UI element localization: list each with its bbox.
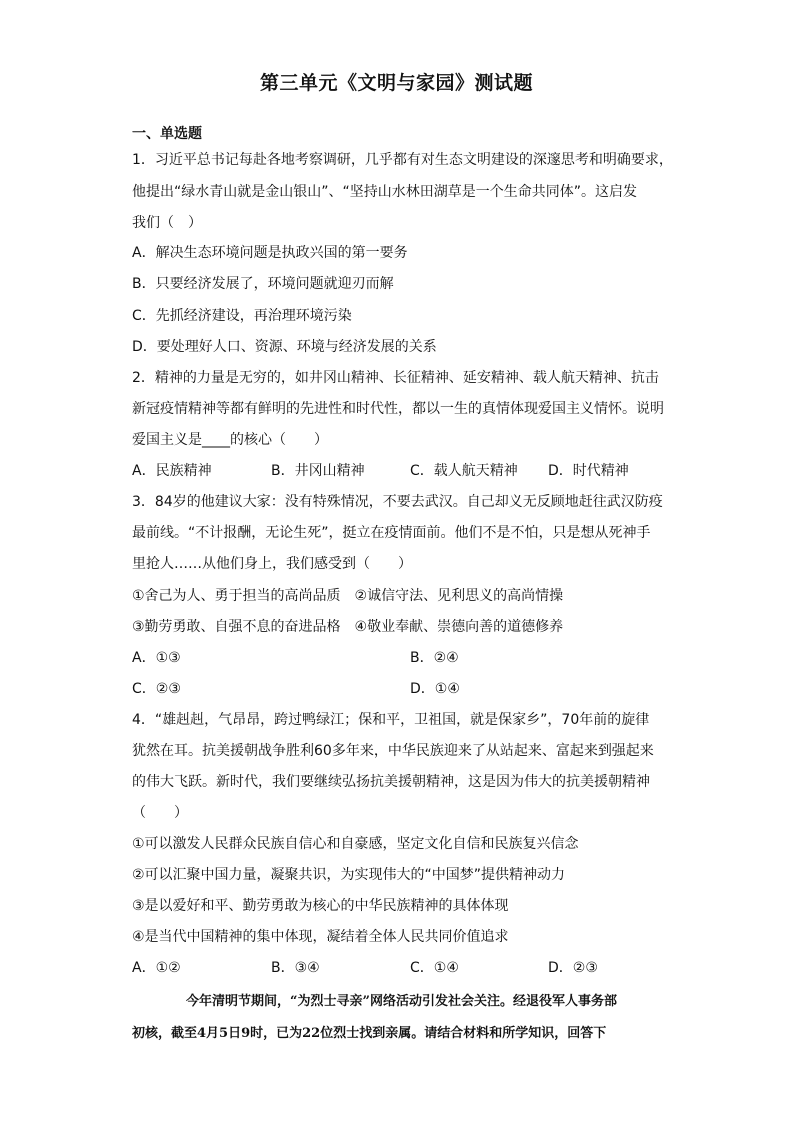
question-1-line-3: 我们（ ） <box>132 215 202 231</box>
question-2-option-c: C．载人航天精神 <box>410 463 518 479</box>
question-1-option-d: D．要处理好人口、资源、环境与经济发展的关系 <box>132 339 437 355</box>
question-3-line-1: 3．84岁的他建议大家：没有特殊情况，不要去武汉。自己却义无反顾地赶往武汉防疫 <box>132 494 663 510</box>
question-4-statement-4: ④是当代中国精神的集中体现，凝结着全体人民共同价值追求 <box>132 929 509 945</box>
question-2-line-2: 新冠疫情精神等都有鲜明的先进性和时代性，都以一生的真情体现爱国主义情怀。说明 <box>132 401 664 417</box>
section-heading: 一、单选题 <box>132 126 202 142</box>
question-1-option-c: C．先抓经济建设，再治理环境污染 <box>132 308 352 324</box>
question-1-line-1: 1．习近平总书记每赴各地考察调研，几乎都有对生态文明建设的深邃思考和明确要求， <box>132 152 673 168</box>
question-4-option-b: B．③④ <box>271 960 320 976</box>
question-3-option-a: A．①③ <box>132 650 181 666</box>
question-1-option-b: B．只要经济发展了，环境问题就迎刃而解 <box>132 276 394 292</box>
question-2-line-3: 爱国主义是____的核心（ ） <box>132 432 328 448</box>
material-line-2: 初核，截至4月5日9时，已为22位烈士找到亲属。请结合材料和所学知识，回答下 <box>132 1026 607 1041</box>
question-4-option-a: A．①② <box>132 960 181 976</box>
question-3-option-d: D．①④ <box>410 681 460 697</box>
question-3-option-b: B．②④ <box>410 650 459 666</box>
question-4-line-3: 的伟大飞跃。新时代，我们要继续弘扬抗美援朝精神，这是因为伟大的抗美援朝精神 <box>132 774 650 790</box>
question-4-line-1: 4．“雄赳赳，气昂昂，跨过鸭绿江；保和平，卫祖国，就是保家乡”，70年前的旋律 <box>132 712 650 728</box>
question-3-option-c: C．②③ <box>132 681 181 697</box>
page-title: 第三单元《文明与家园》测试题 <box>259 72 533 94</box>
question-4-option-d: D．②③ <box>548 960 598 976</box>
question-3-line-2: 最前线。“不计报酬，无论生死”，挺立在疫情面前。他们不是不怕，只是想从死神手 <box>132 525 651 541</box>
question-2-option-d: D．时代精神 <box>548 463 629 479</box>
question-1-line-2: 他提出“绿水青山就是金山银山”、“坚持山水林田湖草是一个生命共同体”。这启发 <box>132 184 638 200</box>
question-4-option-c: C．①④ <box>410 960 459 976</box>
question-3-statement-1: ①舍己为人、勇于担当的高尚品质 ②诚信守法、见利思义的高尚情操 <box>132 588 564 604</box>
question-4-statement-2: ②可以汇聚中国力量，凝聚共识，为实现伟大的“中国梦”提供精神动力 <box>132 867 566 883</box>
question-1-option-a: A．解决生态环境问题是执政兴国的第一要务 <box>132 245 408 261</box>
material-line-1: 今年清明节期间，“为烈士寻亲”网络活动引发社会关注。经退役军人事务部 <box>186 994 617 1009</box>
question-4-line-2: 犹然在耳。抗美援朝战争胜利60多年来，中华民族迎来了从站起来、富起来到强起来 <box>132 743 654 759</box>
question-2-line-1: 2．精神的力量是无穷的，如井冈山精神、长征精神、延安精神、载人航天精神、抗击 <box>132 370 659 386</box>
question-3-statement-2: ③勤劳勇敢、自强不息的奋进品格 ④敬业奉献、崇德向善的道德修养 <box>132 619 564 635</box>
question-3-line-3: 里抢人……从他们身上，我们感受到（ ） <box>132 556 412 572</box>
question-2-option-b: B．井冈山精神 <box>271 463 365 479</box>
question-4-statement-3: ③是以爱好和平、勤劳勇敢为核心的中华民族精神的具体体现 <box>132 898 509 914</box>
question-2-option-a: A．民族精神 <box>132 463 212 479</box>
question-4-line-4: （ ） <box>132 805 188 821</box>
question-4-statement-1: ①可以激发人民群众民族自信心和自豪感，坚定文化自信和民族复兴信念 <box>132 836 579 852</box>
